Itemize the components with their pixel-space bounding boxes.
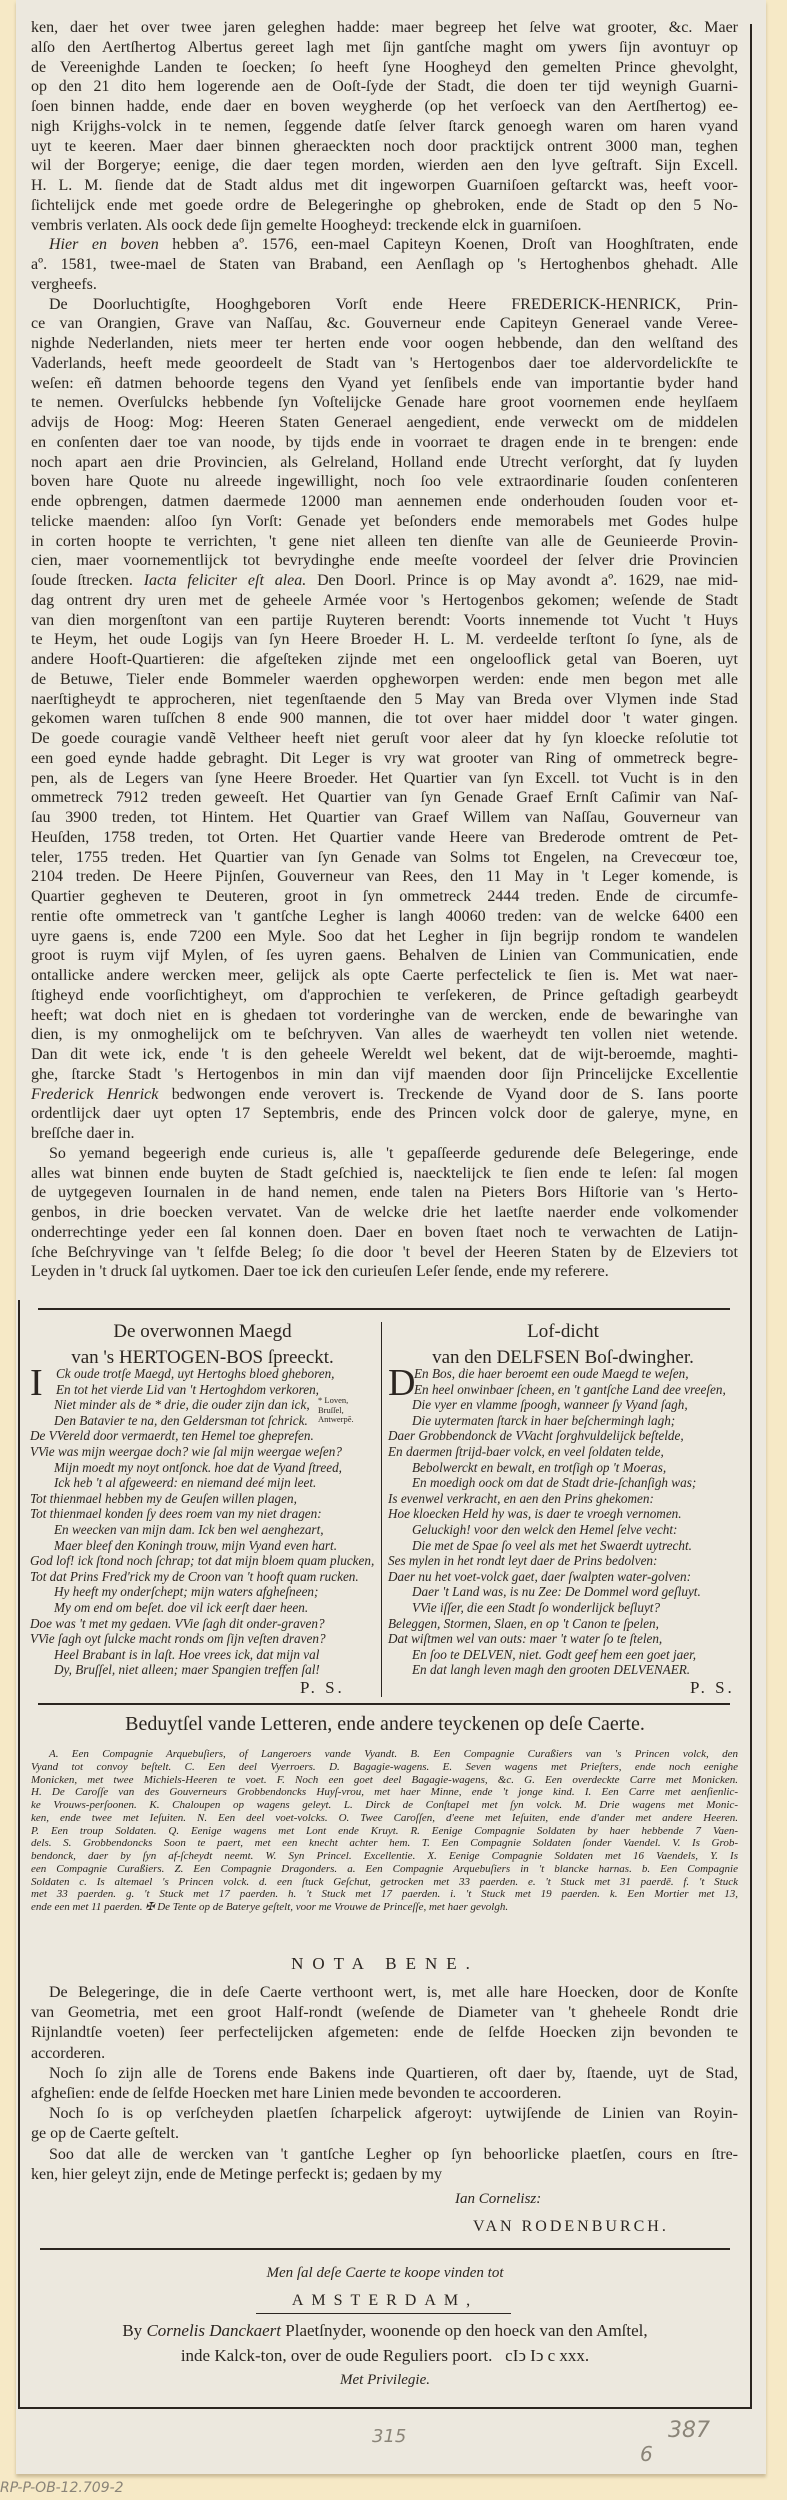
signer-name: Ian Cornelisz:	[455, 2191, 542, 2207]
text-line: ſoen binnen hadde, ende daer en boven weygherde (op het verſoeck van den Aertſhertog) ee-	[31, 98, 738, 115]
text-line: een goed eynde hadde gebraght. Dit Leger is vry wat grooter van Ring of ommetreck begre-	[31, 749, 738, 767]
poem-line: De VVereld door vermaerdt, ten Hemel toe gheprefen.	[30, 1428, 314, 1444]
text-segment: hebben aº. 1576, een-mael Capiteyn Koenen, Droſt van Hooghſtraten, ende	[158, 236, 738, 254]
text-line: alſo den Aertſhertog Albertus gereet lagh met ſijn gantſche maght om ywers ſijn avontuyr op	[31, 38, 738, 56]
poem-line: Is evenwel verkracht, en aen den Prins ghekomen:	[388, 1490, 654, 1506]
text-line: de Vereenighde Landen te ſoecken; ſo heeft ſyne Hoogheyd den gemelten Prince ghevolght,	[31, 58, 738, 76]
imprint-city: AMSTERDAM,	[291, 2292, 479, 2309]
text-line: Quartier gegheven te Deuteren, groot in ſyn ommetreck 2444 treden. Ende de circumfe-	[31, 888, 738, 905]
poem-line: En heel onwinbaer ſcheen, en 't gantſche Land dee vreeſen,	[414, 1381, 726, 1397]
poem-line: VVie ſagh oyt ſulcke macht ronds om ſijn veſten draven?	[30, 1631, 326, 1647]
imprint-sale-line: Men ſal deſe Caerte te koope vinden tot	[266, 2265, 504, 2281]
text-line: ken, daer het over twee jaren geleghen hadde: maer begreep het ſelve wat grooter, &c. Maer	[31, 19, 738, 36]
text-line: ſau 3900 treden, tot Hintem. Het Quartier van Graef Willem van Naſſau, Gouverneur van	[31, 809, 738, 826]
text-line: H. L. M. ſiende dat de Stadt aldus met dit ingeworpen Guarniſoen geſtarckt was, heeft voor-	[31, 177, 738, 194]
bottom-border	[18, 2407, 752, 2409]
legend-title: Beduytſel vande Letteren, ende andere teyckenen op deſe Caerte.	[125, 1713, 645, 1735]
text-segment: Frederick Henrick	[31, 1085, 159, 1103]
text-line: Noch ſo is op verſcheyden plaetſen ſcharpelick afgeroyt: uytwijſende de Linien van Royin-	[49, 2105, 738, 2123]
poem-line: En dat langh leven magh den grooten DELVENAER.	[412, 1662, 691, 1678]
publisher-address: Plaetſnyder, woonende op den hoeck van den Amſtel,	[281, 2321, 648, 2340]
text-line: ſche Beſchryvinge van 't ſelfde Beleg; ſo die door 't bevel der Heeren Staten by de Elzeviers tot	[31, 1243, 738, 1261]
text-line: 2104 treden. De Heere Pijnſen, Gouverneur van Rees, den 11 May in 't Leger komende, is	[31, 868, 738, 886]
catalog-number: RP-P-OB-12.709-2	[0, 2480, 124, 2496]
poem-line: Ck oude trotſe Maegd, uyt Hertoghs bloed gheboren,	[56, 1366, 335, 1381]
right-poem-title: Lof-dicht	[527, 1321, 599, 1342]
poem-line: VVie was mijn weergae doch? wie ſal mijn weergae weſen?	[30, 1443, 342, 1459]
poem-line: Ses mylen in het rondt leyt daer de Prins bedolven:	[388, 1553, 658, 1569]
text-line: van dien morgenſtont van een partije Ruyteren berendt: Voorts innemende tot Vucht 't Huys	[31, 611, 738, 629]
text-line: nighde Nederlanden, niets meer ter herten ende voor oogen hebbende, dan den welſtand des	[31, 335, 738, 352]
text-line: afgheſien: ende de ſelfde Hoecken met hare Linien mede bevonden te accoorderen.	[31, 2085, 562, 2103]
legend-line: bendonck, daer by ſyn af-ſcheydt neemt. W. Syn Princel. Excellentie. X. Eenige Compagnie Soldaten met 16 Vaendels, Y. Is	[31, 1850, 738, 1862]
right-poem-signature: P. S.	[690, 1678, 735, 1697]
legend-line: ke Vrouws-perſoonen. K. Chaloupen op wagens geleyt. L. Dirck de Conſtapel met ſyn volck. M. Drie wagens met Monic-	[31, 1799, 738, 1811]
poem-line: Tot thienmael hebben my de Geuſen willen plagen,	[30, 1490, 297, 1506]
legend-line: A. Een Compagnie Arquebuſiers, of Langeroers vande Vyandt. B. Een Compagnie Curaßiers van 's Princen volck, den	[49, 1748, 738, 1760]
left-poem-side-note: * Loven, Bruſſel, Antwerpē.	[318, 1395, 354, 1424]
nota-bene-title: NOTA BENE.	[291, 1954, 479, 1973]
text-line: vembris verlaten. Als oock dede ſijn gemelte Hoogheyd: treckende elck in guarniſoen.	[31, 216, 582, 234]
drop-cap: D	[388, 1362, 416, 1404]
text-line: ordentlijck daer uyt opten 17 Septembris, ende des Princen volck door de galerye, myne, en	[31, 1105, 738, 1123]
text-line: ontallicke andere wercken meer, gelijck als opte Caerte perfectelick te ſien is. Met wat naer-	[31, 967, 738, 984]
poem-line: My om end om beſet. doe vil ick eerſt daer heen.	[54, 1599, 309, 1615]
poem-line: Niet minder als de * drie, die ouder zijn dan ick,	[54, 1397, 310, 1413]
text-line: dien, is my onmoghelijck om te beſchryven. Van alles de waerheydt ten vollen niet wetende.	[31, 1026, 738, 1044]
text-line: Vaderlands, heeft mede geoordeelt de Stadt van 's Hertogenbos daer toe aldervordelickſte te	[31, 354, 738, 372]
poem-line: En weecken van mijn dam. Ick ben wel aenghezart,	[54, 1521, 324, 1537]
main-text	[31, 18, 738, 1282]
legend-line: met 33 paerden. g. 't Stuck met 17 paerden. h. 't Stuck met 17 paerden. i. 't Stuck met 19 paerden. k. Een Mortier met 13,	[31, 1888, 738, 1901]
text-line: onderrechtinge yeder een ſal konnen doen. Daer en boven ſtaet noch te verwachten de Latijn-	[31, 1223, 738, 1241]
right-poem	[388, 1362, 738, 1678]
text-line: teler, 1755 treden. Het Quartier van ſyn Genade van Solms tot Engelen, na Crevecœur toe,	[31, 848, 738, 866]
text-line	[31, 571, 738, 591]
poem-line: Hoe kloecken Held hy was, is daer te vroegh vernomen.	[388, 1506, 682, 1522]
legend-line: ende een met 11 paerden. ✠ De Tente op de Baterye geſtelt, voor me Vrouwe de Princeſſe, met haer gevolgh.	[31, 1901, 509, 1913]
divider-legend-top	[38, 1703, 730, 1705]
text-line: genbos, in drie boecken vervatet. Van de welcke drie het laetſte naerder ende volkomender	[31, 1204, 738, 1221]
text-line: andere Hooft-Quartieren: die afgeſteken zijnde met een ongelooflick getal van Boeren, uyt	[31, 651, 738, 668]
poem-line: En ſoo te DELVEN, niet. Godt geef hem een goet jaer,	[412, 1646, 697, 1662]
text-line: ommetreck 7912 treden geweeſt. Het Quartier van ſyn Genade Graef Ernſt Caſimir van Naſ-	[31, 789, 738, 807]
text-line: ſtigheyd ende voorſichtigheyt, om d'approchien te verſekeren, de Prince geſtadigh gearbeydt	[31, 986, 738, 1004]
divider-imprint-top	[40, 2248, 730, 2250]
text-line: aº. 1581, twee-mael de Staten van Braband, een Aenſlagh op 's Hertoghenbos ghehadt. Alle	[31, 256, 738, 273]
text-line: de uytgegeven Iournalen in de hand nemen, ende talen na Pieters Bors Hiſtorie van 's Herto-	[31, 1184, 738, 1202]
poem-line: Beleggen, Stormen, Slaen, en op 't Canon te ſpelen,	[388, 1615, 659, 1631]
poem-line: Die vyer en vlamme ſpoogh, wanneer ſy Vyand ſagh,	[412, 1397, 688, 1413]
poem-line: Tot dat Prins Fred'rick my de Croon van 't hooft quam rucken.	[30, 1568, 359, 1584]
left-border	[18, 1300, 20, 2409]
text-line: uyt te keeren. Maer daer binnen gheraeckten noch door pracktijck ontrent 3000 man, teghen	[31, 137, 738, 155]
poem-line: En moedigh oock om dat de Stadt drie-ſchanſigh was;	[412, 1475, 697, 1491]
text-line: te nemen. Overſulcks hebbende ſyn Voſtelijcke Genade hare groot voornemen ende heylſaem	[31, 394, 738, 412]
text-line: boven hare Quote nu alreede ingewillight, noch ſoo vele extraordinarie ſouden conſenteren	[31, 473, 738, 491]
text-segment: ſoude ſtrecken.	[31, 572, 144, 589]
poem-line: Die uytermaten ſtarck in haer beſchermingh lagh;	[412, 1412, 676, 1428]
poem-line: Daer Grobbendonck de VVacht ſorghvuldelijck beſtelde,	[388, 1428, 684, 1444]
text-line: telicke maenden: alſoo ſyn Vorſt: Genade yet beſonders ende memorabels met Godes hulpe	[31, 512, 738, 530]
text-line: te Heym, het oude Logijs van ſyn Heere Broeder H. L. M. verdeelde terſtont ſo ſyne, als de	[31, 631, 738, 649]
left-poem-title: De overwonnen Maegd	[113, 1321, 292, 1342]
poem-line: En daermen ſtrijd-baer volck, en veel ſoldaten telde,	[388, 1443, 664, 1459]
poem-line: Den Batavier te na, den Geldersman tot ſchrick.	[54, 1412, 308, 1428]
drop-cap: I	[30, 1362, 43, 1404]
poem-line: Die met de Spae ſo veel als met het Swaerdt uytrecht.	[412, 1537, 692, 1553]
text-line: gekomen waren tuſſchen 8 ende 900 mannen, die tot over haer middel door 't water gingen.	[31, 710, 738, 728]
text-line: alles wat binnen ende buyten de Stadt geſchied is, naecktelijck te ſien ende te leſen: ſal mogen	[31, 1164, 738, 1182]
city-underline	[256, 2313, 511, 2314]
text-line: pen, als de Legers van ſyne Heere Broeder. Het Quartier van ſyn Excell. tot Vucht is in den	[31, 769, 738, 787]
text-line: op den 21 dito hem logerende aen de Ooſt-ſyde der Stadt, die doen ter tijd weynigh Guarni-	[31, 78, 738, 96]
text-segment: Hier en boven	[49, 236, 159, 254]
poem-line: Dy, Bruſſel, niet alleen; maer Spangien treffen ſal!	[54, 1662, 320, 1678]
imprint-publisher-line	[40, 2321, 730, 2341]
text-line: Noch ſo zijn alle de Torens ende Bakens inde Quartieren, oft daer by, ſtaende, uyt de Stad,	[49, 2064, 738, 2082]
legend-line: Soldaten c. Is altemael 's Princen volck. d. een ſtuck Geſchut, getrocken met 33 paerden. e. 't Stuck met 31 paerdē. f. 't Stuck	[31, 1875, 738, 1888]
legend-line: H. De Caroſſe van des Gouverneurs Grobbendoncks Huyſ-vrou, met haer Minne, ende 't jonge kind. I. Een Carre met aenſienlic-	[31, 1786, 738, 1799]
text-segment: Den Doorl. Prince is op May avondt aº. 1629, nae mid-	[306, 572, 739, 589]
text-line: ken, hier geleyt zijn, ende de Metinge perfeckt is; gedaen by my	[31, 2165, 442, 2183]
text-line: nigh Krijghs-volck in te nemen, ſeggende datſe ſelver ſtarck genoegh waren om haren vyand	[31, 117, 738, 135]
text-segment: Iacta feliciter eſt alea.	[143, 572, 307, 589]
text-line: in corten hoopte te verrichten, 't gene niet alleen ten dienſte van alle de Geunieerde Provin-	[31, 532, 738, 550]
text-line: Heuſden, 1758 treden, tot Orten. Het Quartier vande Heere van Brederode omtrent de Pet-	[31, 828, 738, 846]
text-line: rentie ofte ommetreck van 't gantſche Legher is langh 40060 treden: van de welcke 6400 een	[31, 907, 738, 925]
text-line: naerſtigheydt te approcheren, niet tegenſtaende den 5 May van Breda over Vlymen inde Stad	[31, 690, 738, 708]
legend-line: Vyand tot convoy beſtelt. C. Een deel Vyerroers. D. Bagagie-wagens. E. Seven wagens met Prieſters, ende noch eenighe	[31, 1760, 738, 1773]
legend-line: ken, ende twee met Ieſuiten. N. Een deel voet-volcks. O. Twee Caroſſen, d'eene met Ieſuiten, ende d'ander met andere Heeren.	[31, 1811, 738, 1824]
text-line: Soo dat alle de wercken van 't gantſche Legher op ſyn behoorlicke plaetſen, cours en ſtre-	[49, 2145, 738, 2163]
text-line	[31, 1085, 738, 1105]
text-line: van Geometria, met een groot Half-rondt (weſende de Diameter van 't gheheele Rondt drie	[31, 2004, 738, 2022]
poem-line: Doe was 't met my gedaen. VVie ſagh dit onder-graven?	[30, 1615, 325, 1631]
poem-line: Tot thienmael konden ſy dees roem van my niet dragen:	[30, 1506, 322, 1522]
text-line: Rijnlandtſe voeten) ſeer perfectelijcken afgemeten: ende de ſelfde Hoecken zijn bevonden te	[31, 2024, 738, 2042]
poem-line: Mijn moedt my noyt ontſonck. hoe dat de Vyand ſtreed,	[54, 1459, 342, 1475]
text-line: de Betuwe, Tieler ende Bommeler waerden opgheworpen werden: ende men begon met alle	[31, 670, 738, 688]
divider-poems-top	[38, 1308, 730, 1310]
text-line: dag ontrent dry uren met de geheele Armée voor 's Hertogenbos gekomen; weſende de Stadt	[31, 591, 738, 609]
legend-line: P. Een troup Soldaten. Q. Eenige wagens met Lont ende Kruyt. R. Eenige Compagnie Soldaten by haer hebbende 7 Vaen-	[31, 1824, 738, 1837]
poem-line: Daer nu het voet-volck gaet, daer ſwalpten water-golven:	[388, 1568, 691, 1584]
right-border	[750, 24, 752, 2409]
legend-line: dels. S. Grobbendoncks Soon te paert, met een knecht achter hem. T. Een Compagnie Soldaten ſonder Vaendel. V. Is Grob-	[31, 1837, 738, 1850]
publisher-prefix: By	[122, 2321, 147, 2340]
left-poem-signature: P. S.	[300, 1678, 345, 1697]
text-line: en conſenten daer toe van noode, by tijds ende in voorraet te dragen ende in te brengen: ende	[31, 433, 738, 451]
publisher-name: Cornelis Danckaert	[146, 2321, 282, 2340]
poem-line: Bebolwerckt en bewalt, en trotſigh op 't Moeras,	[412, 1459, 667, 1475]
text-line: ſichtelijck ende met goede ordre de Belegeringhe op ghebroken, ende de Stadt op den 5 No-	[31, 196, 738, 214]
text-line: De Belegeringe, die in deſe Caerte verthoont wert, is, met alle hare Hoecken, door de Konſte	[49, 1984, 738, 2001]
text-line: De goede couragie vandẽ Veltheer heeft niet geruſt voor aleer dat hy ſyn kloecke reſolutie tot	[31, 730, 738, 747]
text-line: ende opbrengen, datmen daermede 12000 man aennemen ende onderhouden ſouden voor et-	[31, 493, 738, 510]
text-segment: bedwongen ende verovert is. Treckende de Vyand door de S. Ians poorte	[158, 1085, 738, 1103]
pencil-note-315: 315	[372, 2426, 407, 2447]
signer-surname: VAN RODENBURCH.	[473, 2218, 669, 2235]
poem-line: En Bos, die haer beroemt een oude Maegd te weſen,	[414, 1366, 689, 1381]
poem-line: Daer 't Land was, is nu Zee: De Dommel word geſluyt.	[412, 1584, 701, 1600]
legend-line: Monicken, met twee Michiels-Heeren te voet. F. Noch een goet deel Bagagie-wagens, &c. G. Een overdeckte Carre met Monicken.	[31, 1773, 738, 1786]
text-line: accorderen.	[31, 2044, 106, 2062]
text-line: ge op de Caerte geſtelt.	[31, 2125, 179, 2143]
poem-line: Maer bleef den Koningh trouw, mijn Vyand even hart.	[54, 1537, 338, 1553]
poem-line: En tot het vierde Lid van 't Hertoghdom verkoren,	[56, 1381, 319, 1397]
text-line: Dan dit wete ick, ende 't is den geheele Wereldt wel bekent, dat de wijt-beroemde, maghti-	[31, 1046, 738, 1063]
text-line: wil der Borgerye; eenige, die daer tegen morden, wierden aen den lyve geſtraft. Sijn Excell.	[31, 157, 738, 175]
text-line: De Doorluchtigſte, Hooghgeboren Vorſt ende Heere FREDERICK-HENRICK, Prin-	[49, 295, 738, 313]
text-line: Leyden in 't druck ſal uytkomen. Daer toe ick den curieuſen Leſer ſende, ende my referere.	[31, 1263, 609, 1281]
text-line: noch apart aen drie Provincien, als Gelreland, Holland ende Utrecht verſorght, dat ſy luyden	[31, 453, 738, 471]
poem-line: Dat wiſtmen wel van outs: maer 't water ſo te ſtelen,	[388, 1631, 663, 1647]
legend	[31, 1748, 738, 1914]
poem-line: God lof! ick ſtond noch ſchrap; tot dat mijn bloem quam plucken,	[30, 1553, 375, 1569]
poem-column-divider	[381, 1322, 382, 1697]
right-poem-subtitle: van den DELFSEN Boſ-dwingher.	[432, 1347, 694, 1368]
nota-bene-text	[31, 1983, 738, 2185]
text-line: So yemand begeerigh ende curieus is, alle 't gepaſſeerde gedurende deſe Belegeringe, ende	[49, 1144, 738, 1162]
text-line: vergheefs.	[31, 275, 97, 293]
pencil-note-6: 6	[640, 2442, 653, 2466]
text-line: uyre gaens is, ende 7200 een Myle. Soo dat het Legher in ſijn begrijp rondom te wandelen	[31, 927, 738, 945]
text-line: ghe, ſtarcke Stadt 's Hertogenbos in min dan vijf maenden door ſijn Princelijcke Excellentie	[31, 1065, 738, 1083]
text-line: heeft; wat doch niet en is ghedaen tot vorderinghe van de wercken, ende de bewaringhe van	[31, 1006, 738, 1024]
poem-line: Hy heeft my onderſchept; mijn waters afgheſneen;	[54, 1584, 319, 1600]
legend-line: een Compagnie Curaßiers. Z. Een Compagnie Dragonders. a. Een Compagnie Arquebuſiers in 't blancke harnas. b. Een Compagnie	[31, 1862, 738, 1875]
text-line	[31, 235, 738, 255]
text-line: ce van Orangien, Grave van Naſſau, &c. Gouverneur ende Capiteyn Generael vande Veree-	[31, 315, 738, 333]
text-line: groot is ruym vijf Mylen, of ſes uyren gaens. Behalven de Linien van Communicatien, ende	[31, 947, 738, 965]
poem-line: Ick heb 't al afgeweerd: en niemand deé mijn leet.	[54, 1475, 317, 1491]
text-line: advijs de Hoog: Mog: Heeren Staten Generael aengedient, ende verweckt om de middelen	[31, 414, 738, 431]
poem-line: Heel Brabant is in laſt. Hoe vrees ick, dat mijn val	[54, 1646, 320, 1662]
text-line: weſen: eñ datmen behoorde tegens den Vyand yet ſenſibels ende van importantie byder hand	[31, 374, 738, 392]
privilege-note: Met Privilegie.	[340, 2372, 430, 2388]
text-line: cien, maer voornementlijck tot bevrydinghe ende meeſte voordeel der ſelver drie Provincien	[31, 552, 738, 570]
imprint-address-year: inde Kalck-ton, over de oude Reguliers poort. cIↄ Iↄ c xxx.	[180, 2346, 590, 2365]
poem-line: Geluckigh! voor den welck den Hemel ſelve vecht:	[412, 1521, 678, 1537]
left-poem-subtitle: van 's HERTOGEN-BOS ſpreeckt.	[71, 1347, 334, 1368]
poem-line: VVie iſſer, die een Stadt ſo wonderlijck beſluyt?	[412, 1599, 661, 1615]
text-line: breſſche daer in.	[31, 1125, 135, 1142]
pencil-note-387: 387	[668, 2418, 710, 2443]
